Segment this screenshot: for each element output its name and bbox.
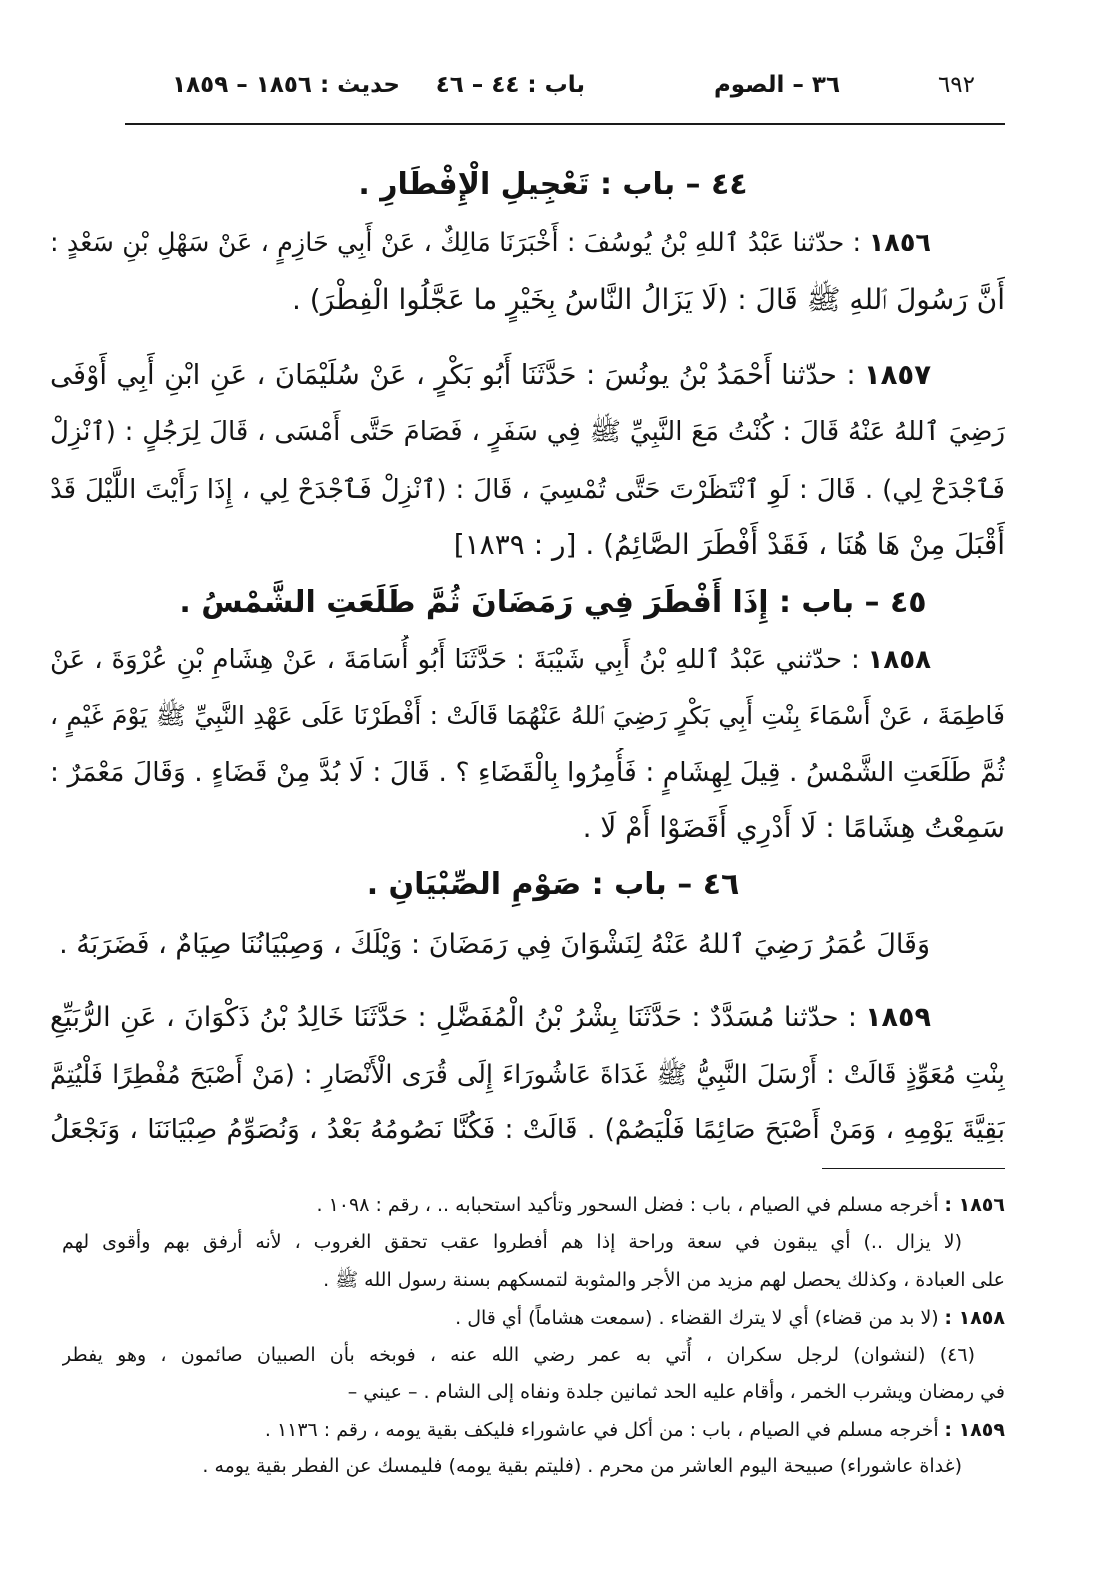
- athar-umar: وَقَالَ عُمَرُ رَضِيَ ٱللهُ عَنْهُ لِنَشْوَانَ فِي رَمَضَانَ : وَيْلَكَ ، وَصِبْيَانُنَا صِيَامٌ ، فَضَرَبَهُ .: [59, 929, 930, 960]
- hadith-1857-line-3: فَٱجْدَحْ لِي) . قَالَ : لَوِ ٱنْتَظَرْتَ حَتَّى تُمْسِيَ ، قَالَ : (ٱنْزِلْ فَٱجْدَحْ لِي ، إِذَا رَأَيْتَ اللَّيْلَ قَدْ: [50, 475, 1005, 505]
- hadith-number: ١٨٥٦: [868, 228, 931, 258]
- footnote-line: (غداة عاشوراء) صبيحة اليوم العاشر من محرم . (فليتم بقية يومه) فليمسك عن الفطر بقية يومه .: [202, 1455, 962, 1477]
- hadith-1857-line-1: [50, 350, 1005, 400]
- hadith-1857-line-2: رَضِيَ ٱللهُ عَنْهُ قَالَ : كُنْتُ مَعَ النَّبِيِّ ﷺ فِي سَفَرٍ ، فَصَامَ حَتَّى أَمْسَى ، قَالَ لِرَجُلٍ : (ٱنْزِلْ: [50, 417, 1005, 447]
- footnote-1856: [62, 1187, 1005, 1223]
- footnote-text: أخرجه مسلم في الصيام ، باب : من أكل في عاشوراء فليكف بقية يومه ، رقم : ١١٣٦ .: [264, 1419, 939, 1441]
- hadith-text: : حدّثنا عَبْدُ ٱللهِ بْنُ يُوسُفَ : أَخْبَرَنَا مَالِكٌ ، عَنْ أَبِي حَازِمٍ ، عَنْ سَهْلِ بْنِ سَعْدٍ :: [50, 228, 862, 258]
- footnote-1858: [62, 1300, 1005, 1336]
- chapter-heading-46: ٤٦ – باب : صَوْمِ الصِّبْيَانِ .: [366, 867, 740, 902]
- hadith-number: ١٨٥٨: [867, 645, 931, 675]
- hadith-1859-line-3: بَقِيَّةَ يَوْمِهِ ، وَمَنْ أَصْبَحَ صَائِمًا فَلْيَصُمْ) . قَالَتْ : فَكُنَّا نَصُومُهُ بَعْدُ ، وَنُصَوِّمُ صِبْيَانَنَا ، وَنَجْعَلُ: [50, 1114, 1005, 1145]
- hadith-1859-line-1: [50, 993, 1005, 1043]
- footnote-line: (لا يزال ..) أي يبقون في سعة وراحة إذا هم أفطروا عقب تحقق الغروب ، لأنه أرفق بهم وأقوى لهم: [62, 1231, 962, 1253]
- chapter-heading-45: ٤٥ – باب : إِذَا أَفْطَرَ فِي رَمَضَانَ ثُمَّ طَلَعَتِ الشَّمْسُ .: [179, 585, 927, 620]
- hadith-1856-line-2: أَنَّ رَسُولَ ٱللهِ ﷺ قَالَ : (لَا يَزَالُ النَّاسُ بِخَيْرٍ ما عَجَّلُوا الْفِطْرَ) .: [291, 283, 1005, 316]
- hadith-1858-line-4: سَمِعْتُ هِشَامًا : لَا أَدْرِي أَقَضَوْا أَمْ لَا .: [582, 811, 1005, 844]
- hadith-1858-line-1: [50, 635, 1005, 685]
- book-title: ٣٦ – الصوم: [713, 72, 840, 98]
- hadith-text: : حدّثنا أَحْمَدُ بْنُ يونُسَ : حَدَّثَنَا أَبُو بَكْرٍ ، عَنْ سُلَيْمَانَ ، عَنِ ابْنِ أَبِي أَوْفَى: [50, 359, 856, 391]
- footnote-number: ١٨٥٨ :: [944, 1307, 1005, 1329]
- hadith-number: ١٨٥٧: [863, 359, 931, 391]
- chapter-heading-44: ٤٤ – باب : تَعْجِيلِ الْإِفْطَارِ .: [358, 167, 748, 202]
- hadith-1858-line-2: فَاطِمَةَ ، عَنْ أَسْمَاءَ بِنْتِ أَبِي بَكْرٍ رَضِيَ ٱللهُ عَنْهُمَا قَالَتْ : أَفْطَرْنَا عَلَى عَهْدِ النَّبِيِّ ﷺ يَوْمَ غَيْمٍ ،: [50, 701, 1005, 730]
- footnote-line: على العبادة ، وكذلك يحصل لهم مزيد من الأجر والمثوبة لتمسكهم بسنة رسول الله ﷺ .: [323, 1269, 1005, 1291]
- hadith-range: حديث : ١٨٥٦ – ١٨٥٩: [172, 72, 400, 98]
- hadith-1858-line-3: ثُمَّ طَلَعَتِ الشَّمْسُ . قِيلَ لِهِشَامٍ : فَأُمِرُوا بِالْقَضَاءِ ؟ . قَالَ : لَا بُدَّ مِنْ قَضَاءٍ . وَقَالَ مَعْمَرٌ :: [50, 757, 1005, 788]
- hadith-text: : حدّثني عَبْدُ ٱللهِ بْنُ أَبِي شَيْبَةَ : حَدَّثَنَا أَبُو أُسَامَةَ ، عَنْ هِشَامِ بْنِ عُرْوَةَ ، عَنْ: [50, 645, 860, 675]
- hadith-1857-line-4: أَقْبَلَ مِنْ هَا هُنَا ، فَقَدْ أَفْطَرَ الصَّائِمُ) . [ر : ١٨٣٩]: [453, 528, 1005, 561]
- hadith-text: : حدّثنا مُسَدَّدٌ : حَدَّثَنَا بِشْرُ بْنُ الْمُفَضَّلِ : حَدَّثَنَا خَالِدُ بْنُ ذَكْوَانَ ، عَنِ الرُّبَيِّعِ: [50, 1002, 857, 1033]
- hadith-1856-line-1: [50, 218, 1005, 268]
- footnote-line: (٤٦) (لنشوان) لرجل سكران ، أُتي به عمر رضي الله عنه ، فوبخه بأن الصبيان صائمون ، وهو يفطر: [62, 1344, 975, 1366]
- header-rule: [125, 123, 1005, 125]
- footnote-number: ١٨٥٦ :: [944, 1194, 1005, 1216]
- hadith-1859-line-2: بِنْتِ مُعَوِّذٍ قَالَتْ : أَرْسَلَ النَّبِيُّ ﷺ غَدَاةَ عَاشُورَاءَ إِلَى قُرَى الْأَنْصَارِ : (مَنْ أَصْبَحَ مُفْطِرًا فَلْيُتِمَّ: [50, 1060, 1005, 1090]
- page-number: ٦٩٢: [937, 72, 975, 98]
- footnote-text: أخرجه مسلم في الصيام ، باب : فضل السحور وتأكيد استحبابه .. ، رقم : ١٠٩٨ .: [316, 1194, 939, 1216]
- footnote-rule: [822, 1168, 1005, 1169]
- chapter-range: باب : ٤٤ – ٤٦: [435, 72, 585, 98]
- footnote-line: في رمضان ويشرب الخمر ، وأقام عليه الحد ثمانين جلدة ونفاه إلى الشام . – عيني –: [347, 1381, 1005, 1403]
- footnote-number: ١٨٥٩ :: [944, 1419, 1005, 1441]
- footnote-1859: [62, 1412, 1005, 1448]
- hadith-number: ١٨٥٩: [865, 1002, 931, 1033]
- footnote-text: (لا بد من قضاء) أي لا يترك القضاء . (سمعت هشاماً) أي قال .: [455, 1307, 939, 1329]
